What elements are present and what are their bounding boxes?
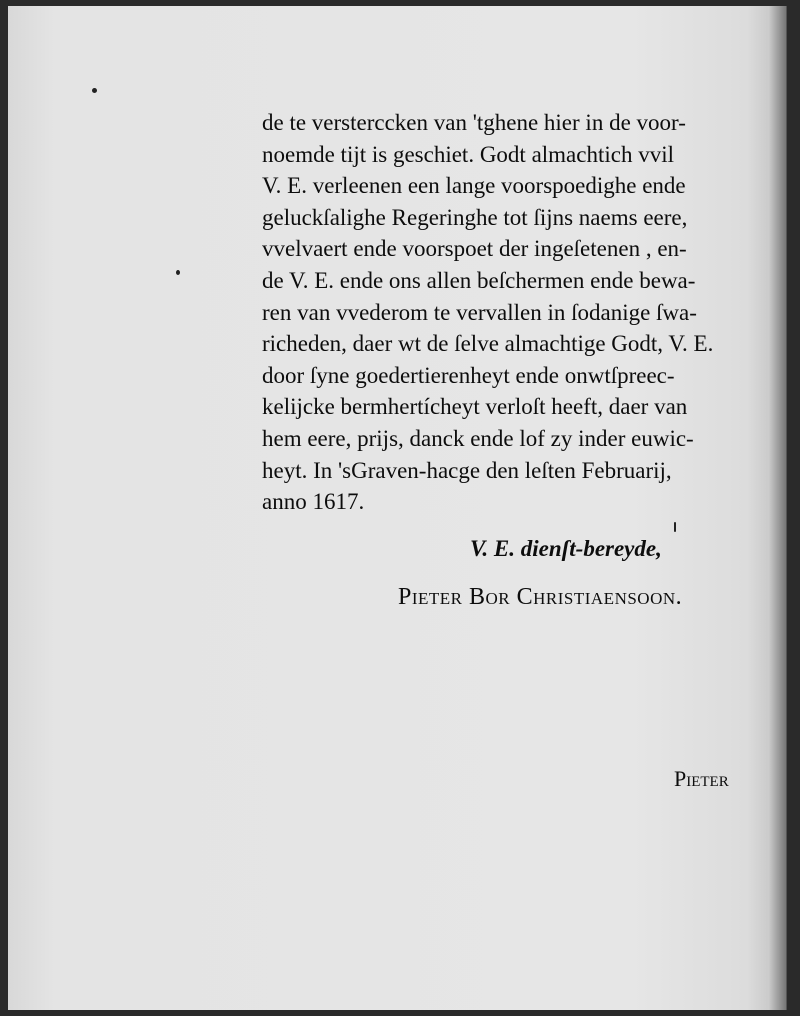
text-line: hem eere, prijs, danck ende lof zy inder euwic- xyxy=(262,425,694,451)
book-page xyxy=(8,6,787,1010)
text-line: geluckſalighe Regeringhe tot ſijns naems eere, xyxy=(262,204,688,230)
text-line: heyt. In 'sGraven-hacge den leſten Februarij, xyxy=(262,457,672,483)
closing-salutation: V. E. dienſt-bereyde, xyxy=(470,536,662,561)
text-line: kelijcke bermhertícheyt verloſt heeft, daer van xyxy=(262,394,688,420)
text-line: de V. E. ende ons allen beſchermen ende bewa- xyxy=(262,267,696,293)
text-line: V. E. verleenen een lange voorspoedighe ende xyxy=(262,173,686,199)
ink-speck xyxy=(674,522,676,532)
text-line: ren van vvederom te vervallen in ſodanige ſwa- xyxy=(262,299,697,325)
text-line: noemde tijt is geschiet. Godt almachtich vvil xyxy=(262,141,674,167)
text-line: vvelvaert ende voorspoet der ingeſetenen , en- xyxy=(262,236,687,262)
text-line: door ſyne goedertierenheyt ende onwtſpreec- xyxy=(262,362,675,388)
text-line: richeden, daer wt de ſelve almachtige Godt, V. E. xyxy=(262,331,714,357)
page-edge-shadow xyxy=(768,6,786,1010)
body-text xyxy=(262,107,762,518)
catchword: Pieter xyxy=(674,766,729,791)
text-line: de te versterccken van 'tghene hier in de voor- xyxy=(262,110,686,135)
signature-name: Pieter Bor Christiaensoon. xyxy=(398,584,683,610)
ink-speck xyxy=(92,88,97,93)
text-line: anno 1617. xyxy=(262,489,365,515)
ink-speck xyxy=(176,270,180,275)
